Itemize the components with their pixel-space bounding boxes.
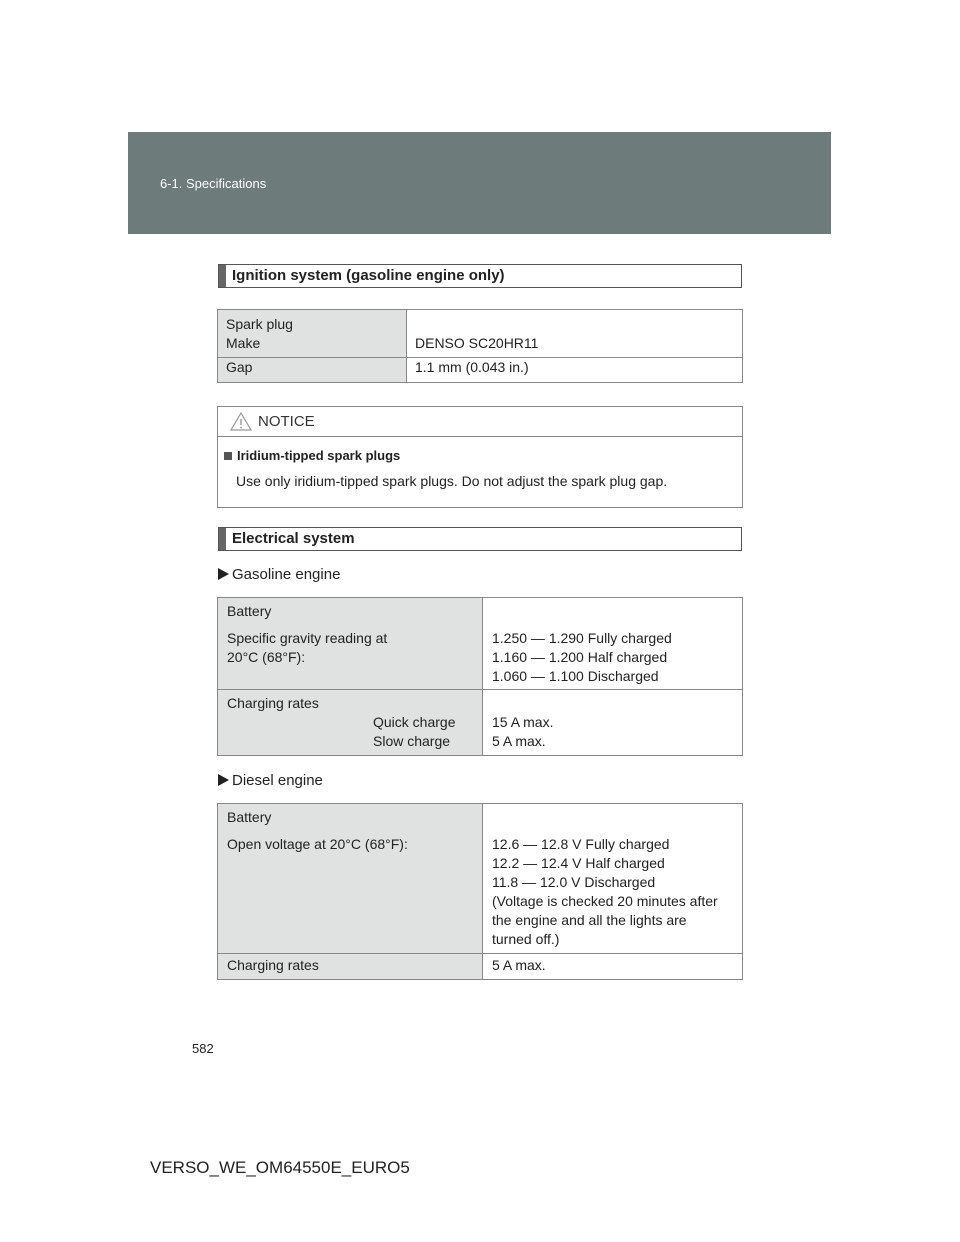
battery-label: Battery [227, 809, 272, 825]
ignition-heading-text: Ignition system (gasoline engine only) [232, 267, 505, 284]
notice-item-title [224, 448, 400, 463]
heading-marker [219, 265, 226, 287]
warning-icon [230, 412, 252, 431]
heading-marker [219, 528, 226, 550]
gasoline-battery-table [217, 597, 743, 756]
table-row [218, 310, 743, 358]
gap-value-cell [407, 358, 743, 383]
diesel-battery-table [217, 803, 743, 980]
slow-charge-label: Slow charge [373, 733, 451, 749]
voltage-value: 12.6 — 12.8 V Fully charged [492, 836, 670, 852]
battery-label: Battery [227, 603, 272, 619]
charging-label-cell [218, 954, 483, 980]
table-row [218, 358, 743, 383]
table-row [218, 954, 743, 980]
gasoline-subheading [218, 566, 340, 583]
voltage-note: turned off.) [492, 931, 560, 947]
notice-header [218, 407, 742, 437]
voltage-value: 11.8 — 12.0 V Discharged [492, 874, 656, 890]
electrical-heading-text: Electrical system [232, 530, 355, 547]
ignition-section-heading [218, 264, 742, 288]
slow-charge-value: 5 A max. [492, 733, 546, 749]
quick-charge-label: Quick charge [373, 714, 456, 730]
triangle-bullet-icon [218, 568, 229, 580]
square-bullet-icon [224, 452, 232, 460]
gravity-label: Specific gravity reading at [227, 630, 388, 646]
gravity-value: 1.160 — 1.200 Half charged [492, 649, 668, 665]
gravity-label-temp: 20°C (68°F): [227, 649, 306, 665]
notice-item-text: Iridium-tipped spark plugs [237, 448, 401, 463]
ignition-table [217, 309, 743, 383]
charging-rates-label: Charging rates [227, 695, 319, 711]
table-row [218, 598, 743, 690]
diesel-subheading [218, 772, 323, 789]
voltage-value: 12.2 — 12.4 V Half charged [492, 855, 665, 871]
battery-label-cell [218, 804, 483, 954]
gasoline-subheading-text: Gasoline engine [232, 566, 341, 583]
notice-box [217, 406, 743, 508]
table-row [218, 690, 743, 756]
spark-plug-label: Spark plug [226, 316, 293, 332]
page-number: 582 [192, 1041, 214, 1056]
quick-charge-value: 15 A max. [492, 714, 554, 730]
document-code: VERSO_WE_OM64550E_EURO5 [150, 1158, 410, 1177]
table-row [218, 804, 743, 954]
diesel-subheading-text: Diesel engine [232, 772, 323, 789]
gap-value: 1.1 mm (0.043 in.) [415, 359, 529, 375]
spark-plug-label-cell [218, 310, 407, 358]
make-value-cell [407, 310, 743, 358]
make-label: Make [226, 335, 261, 351]
charging-label-cell [218, 690, 483, 756]
notice-body: Use only iridium-tipped spark plugs. Do not adjust the spark plug gap. [236, 473, 668, 489]
gravity-values-cell [483, 598, 743, 690]
battery-label-cell [218, 598, 483, 690]
section-title: 6-1. Specifications [160, 176, 267, 191]
page-header [128, 132, 831, 234]
gap-label-cell [218, 358, 407, 383]
voltage-values-cell [483, 804, 743, 954]
gravity-value: 1.060 — 1.100 Discharged [492, 668, 659, 684]
electrical-section-heading [218, 527, 742, 551]
voltage-label: Open voltage at 20°C (68°F): [227, 836, 408, 852]
gravity-value: 1.250 — 1.290 Fully charged [492, 630, 672, 646]
charging-rates-label: Charging rates [227, 957, 319, 973]
voltage-note: the engine and all the lights are [492, 912, 687, 928]
voltage-note: (Voltage is checked 20 minutes after [492, 893, 718, 909]
gap-label: Gap [226, 359, 253, 375]
charging-values-cell [483, 690, 743, 756]
charging-value-cell [483, 954, 743, 980]
make-value: DENSO SC20HR11 [415, 335, 539, 351]
notice-title: NOTICE [258, 413, 315, 430]
charging-rate-value: 5 A max. [492, 957, 546, 973]
triangle-bullet-icon [218, 774, 229, 786]
